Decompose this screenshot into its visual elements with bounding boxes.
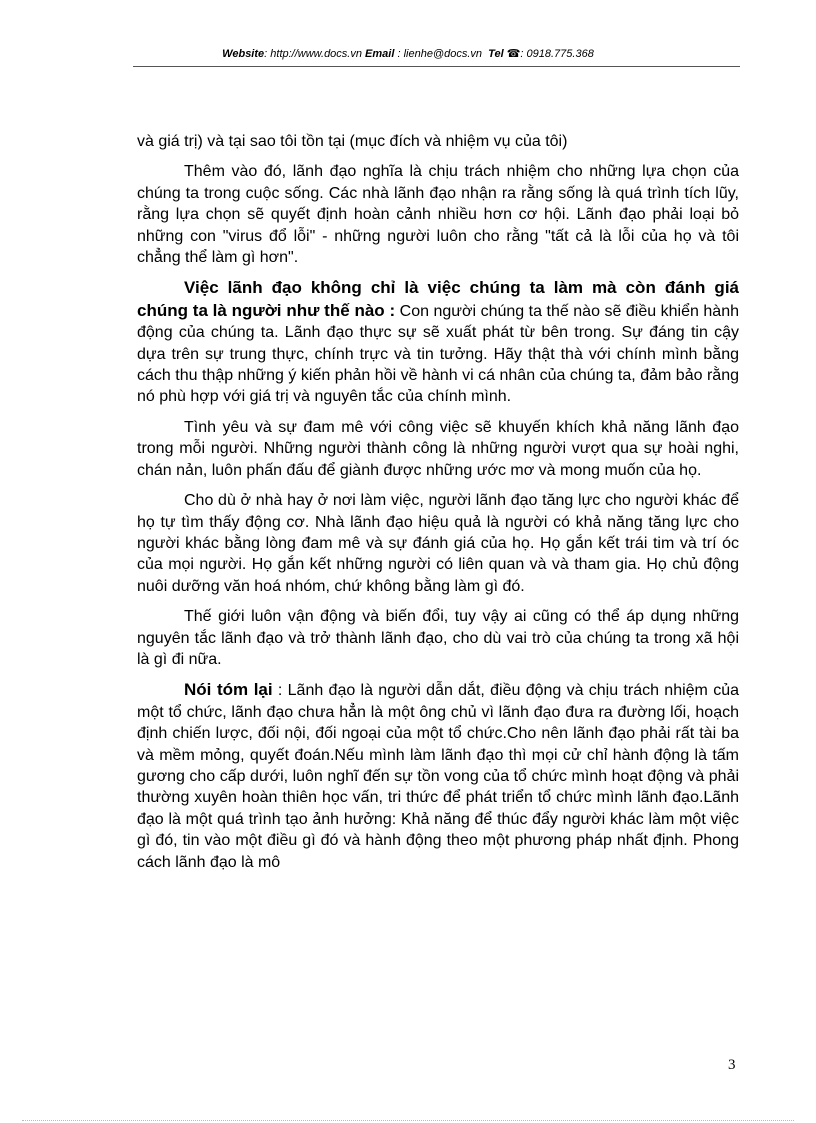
paragraph-1: và giá trị) và tại sao tôi tồn tại (mục đích và nhiệm vụ của tôi) — [137, 133, 568, 150]
paragraph-3-text: Con người chúng ta thế nào sẽ điều khiển hành động của chúng ta. Lãnh đạo thực sự sẽ xuất phát từ bên trong. Sự đáng tin cậy dựa trên sự trung thực, chính trực và tin tưởng. Hãy thật thà với chính mình bằng cách thu thập những ý kiến phản hồi về hành vi cá nhân của chúng ta, đảm bảo rằng nó phù hợp với giá trị và nguyên tắc của chính mình. — [137, 302, 739, 406]
page-number: 3 — [728, 1057, 736, 1073]
email-label: Email — [365, 48, 395, 60]
header-divider — [133, 66, 740, 67]
paragraph-2: Thêm vào đó, lãnh đạo nghĩa là chịu trách nhiệm cho những lựa chọn của chúng ta trong cuộc sống. Các nhà lãnh đạo nhận ra rằng sống là quá trình tích lũy, rằng lựa chọn sẽ quyết định hoàn cảnh nhiều hơn cơ hội. Lãnh đạo phải loại bỏ những con "virus đổ lỗi" - những người luôn cho rằng "tất cả là lỗi của họ và tôi chẳng thể làm gì hơn". — [137, 163, 739, 267]
website-label: Website — [222, 48, 265, 60]
paragraph-7 — [137, 679, 739, 873]
website-url[interactable]: : http://www.docs.vn — [264, 48, 362, 60]
paragraph-7-heading: Nói tóm lại — [184, 680, 273, 700]
phone-icon: ☎ — [506, 48, 521, 60]
paragraph-7-text: : Lãnh đạo là người dẫn dắt, điều động và chịu trách nhiệm của một tổ chức, lãnh đạo chưa hẳn là một ông chủ vì lãnh đạo đưa ra đường lối, hoạch định chiến lược, đối nội, đối ngoại của một tổ chức.Cho nên lãnh đạo phải rất tài ba và mềm mỏng, quyết đoán.Nếu mình làm lãnh đạo thì mọi cử chỉ hành động là tấm gương cho cấp dưới, luôn nghĩ đến sự tồn vong của tổ chức mình hoạt động và phải thường xuyên hoàn thiên học vấn, tri thức để phát triển tổ chức mình lãnh đạo.Lãnh đạo là một quá trình tạo ảnh hưởng: Khả năng để thúc đẩy người khác làm một việc gì đó, tin vào một điều gì đó và hành động theo một phương pháp nhất định. Phong cách lãnh đạo là mô — [137, 682, 739, 871]
document-body — [137, 131, 739, 882]
email-address[interactable]: : lienhe@docs.vn — [394, 48, 483, 60]
tel-number: : 0918.775.368 — [520, 48, 594, 60]
tel-label: Tel — [488, 48, 504, 60]
paragraph-4: Tình yêu và sự đam mê với công việc sẽ khuyến khích khả năng lãnh đạo trong mỗi người. Những người thành công là những người vượt qua sự hoài nghi, chán nản, luôn phấn đấu để giành được những ước mơ và mong muốn của họ. — [137, 418, 739, 479]
paragraph-5: Cho dù ở nhà hay ở nơi làm việc, người lãnh đạo tăng lực cho người khác để họ tự tìm thấy động cơ. Nhà lãnh đạo hiệu quả là người có khả năng tăng lực cho người khác bằng lòng đam mê và sự đánh giá của họ. Họ gắn kết trái tim và trí óc của mọi người. Họ gắn kết những người có liên quan và và tham gia. Họ chủ động nuôi dưỡng văn hoá nhóm, chứ không bằng làm gì đó. — [137, 492, 739, 595]
paragraph-3 — [137, 277, 739, 407]
paragraph-3-heading: Việc lãnh đạo không chỉ là việc chúng ta làm mà còn đánh giá chúng ta là người như thế nào : — [137, 278, 739, 320]
page-header — [0, 47, 816, 60]
footer-divider — [22, 1120, 794, 1121]
paragraph-6: Thế giới luôn vận động và biến đổi, tuy vậy ai cũng có thể áp dụng những nguyên tắc lãnh đạo và trở thành lãnh đạo, cho dù vai trò của chúng ta trong xã hội là gì đi nữa. — [137, 608, 739, 668]
